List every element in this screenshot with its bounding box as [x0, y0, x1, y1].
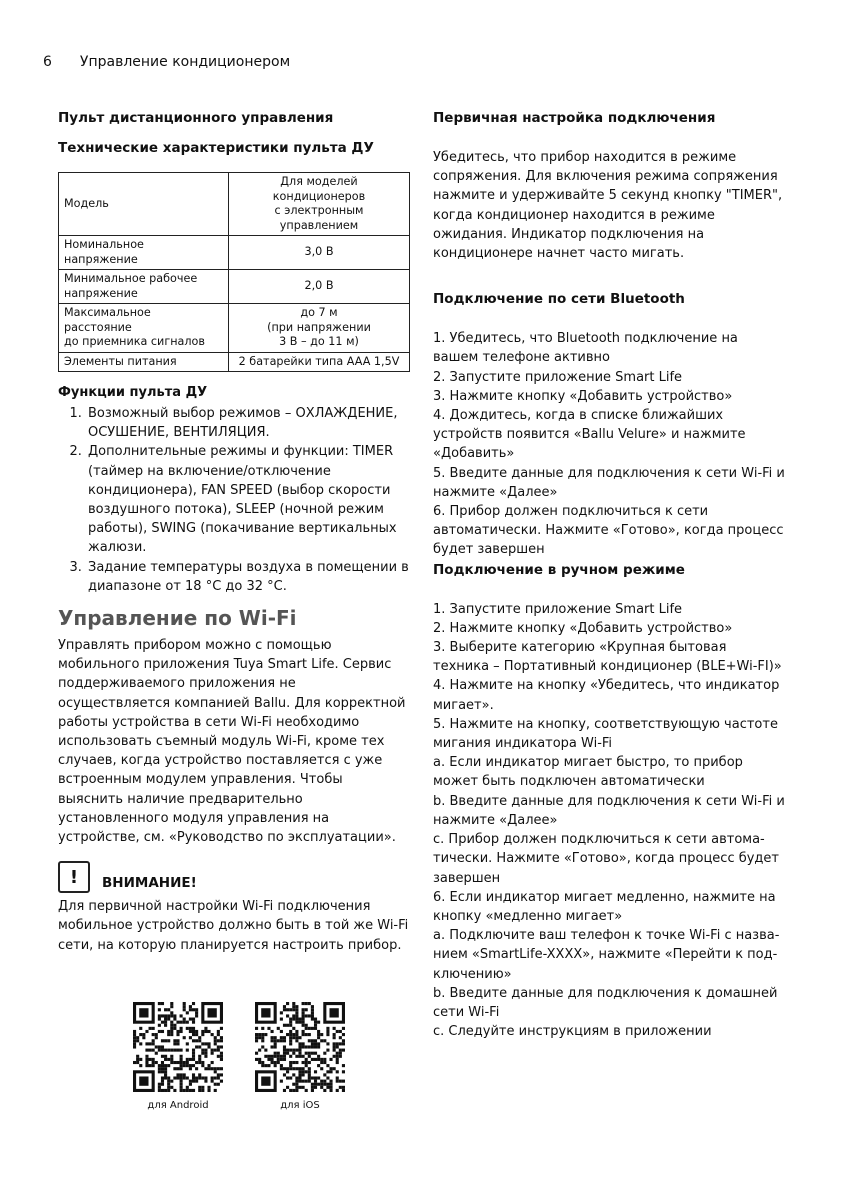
function-item: 1. Возможный выбор режимов – ОХЛАЖДЕНИЕ, ОСУШЕНИЕ, ВЕНТИЛЯЦИЯ. — [86, 404, 410, 442]
warning-block — [58, 861, 410, 893]
manual-step: 1. Запустите приложение Smart Life — [433, 601, 683, 617]
spec-value: Для моделей кондиционеров с электронным управлением — [229, 173, 410, 236]
spec-value: 2 батарейки типа AAA 1,5V — [229, 352, 410, 372]
bluetooth-step: 5. Введите данные для подключения к сети Wi-Fi и нажмите «Далее» — [433, 465, 785, 500]
manual-step: c. Следуйте инструкциям в приложении — [433, 1024, 712, 1040]
spec-value: до 7 м (при напряжении 3 В – до 11 м) — [229, 304, 410, 353]
warning-text: Для первичной настройки Wi-Fi подключения мобильное устройство должно быть в той же Wi-Fi сети, на которую планируется настроить прибор. — [58, 899, 409, 953]
qr-codes — [133, 1002, 345, 1111]
manual-step: c. Прибор должен подключиться к сети автома-тически. Нажмите «Готово», когда процесс будет завершен — [433, 832, 779, 886]
qr-ios — [255, 1002, 345, 1111]
manual-step: b. Введите данные для подключения к сети Wi-Fi и нажмите «Далее» — [433, 793, 785, 828]
manual-step: 4. Нажмите на кнопку «Убедитесь, что индикатор мигает». — [433, 678, 780, 713]
bluetooth-step: 4. Дождитесь, когда в списке ближайших устройств появится «Ballu Velure» и нажмите «Добавить» — [433, 408, 746, 462]
warning-label: ВНИМАНИЕ! — [102, 875, 197, 892]
bluetooth-steps — [433, 329, 785, 559]
wifi-title: Управление по Wi-Fi — [58, 606, 297, 631]
setup-title: Первичная настройка подключения — [433, 110, 716, 126]
spec-value: 3,0 В — [229, 236, 410, 270]
qr-android — [133, 1002, 223, 1111]
qr-android-caption: для Android — [147, 1100, 209, 1111]
manual-step: 6. Если индикатор мигает медленно, нажмите на кнопку «медленно мигает» — [433, 889, 776, 924]
spec-label: Минимальное рабочее напряжение — [59, 270, 229, 304]
bluetooth-step: 6. Прибор должен подключиться к сети автоматически. Нажмите «Готово», когда процесс будет завершен — [433, 504, 784, 558]
bluetooth-title: Подключение по сети Bluetooth — [433, 291, 685, 308]
spec-row — [59, 270, 410, 304]
section-title: Управление кондиционером — [79, 54, 291, 70]
page-number: 6 — [43, 54, 52, 70]
function-item: 2. Дополнительные режимы и функции: TIMER (таймер на включение/отключение кондиционера), FAN SPEED (выбор скорости воздушного потока), SLEEP (ночной режим работы), SWING (покачивание вертикальных жалюзи. — [86, 442, 410, 557]
spec-row — [59, 236, 410, 270]
spec-row — [59, 304, 410, 353]
manual-step: 3. Выберите категорию «Крупная бытовая техника – Портативный кондиционер (BLE+Wi-FI)» — [433, 640, 782, 675]
spec-label: Максимальное расстояние до приемника сигналов — [59, 304, 229, 353]
left-column — [58, 108, 410, 955]
manual-step: 2. Нажмите кнопку «Добавить устройство» — [433, 620, 733, 636]
manual-step: a. Подключите ваш телефон к точке Wi-Fi с назва-нием «SmartLife-XXXX», нажмите «Перейти к под-ключению» — [433, 928, 780, 982]
setup-text: Убедитесь, что прибор находится в режиме сопряжения. Для включения режима сопряжения нажмите и удерживайте 5 секунд кнопку "TIMER", когда кондиционер находится в режиме ожидания. Индикатор подключения на кондиционере начнет часто мигать. — [433, 150, 783, 262]
warning-icon: ! — [58, 861, 90, 893]
right-column — [433, 108, 785, 1041]
qr-code-android — [133, 1002, 223, 1092]
wifi-text: Управлять прибором можно с помощью мобильного приложения Tuya Smart Life. Сервис поддерживаемого приложения не осуществляется компанией Ballu. Для корректной работы устройства в сети Wi-Fi необходимо использовать съемный модуль Wi-Fi, кроме тех случаев, когда устройство поставляется с уже встроенным модулем управления. Чтобы выяснить наличие предварительно установленного модуля управления на устройстве, см. «Руководство по эксплуатации». — [58, 638, 406, 846]
manual-step: b. Введите данные для подключения к домашней сети Wi-Fi — [433, 985, 778, 1020]
spec-row — [59, 173, 410, 236]
bluetooth-step: 3. Нажмите кнопку «Добавить устройство» — [433, 388, 733, 404]
spec-label: Модель — [59, 173, 229, 236]
spec-row — [59, 352, 410, 372]
functions-list — [58, 404, 410, 596]
manual-step: 5. Нажмите на кнопку, соответствующую частоте мигания индикатора Wi-Fi — [433, 716, 778, 752]
qr-ios-caption: для iOS — [280, 1100, 320, 1111]
manual-title: Подключение в ручном режиме — [433, 561, 685, 578]
page-header — [43, 54, 290, 70]
spec-value: 2,0 В — [229, 270, 410, 304]
qr-code-ios — [255, 1002, 345, 1092]
spec-label: Элементы питания — [59, 352, 229, 372]
function-item: 3. Задание температуры воздуха в помещении в диапазоне от 18 °C до 32 °C. — [86, 558, 410, 596]
bluetooth-step: 1. Убедитесь, что Bluetooth подключение на вашем телефоне активно — [433, 331, 738, 366]
manual-steps — [433, 600, 785, 1042]
functions-title: Функции пульта ДУ — [58, 385, 208, 400]
spec-label: Номинальное напряжение — [59, 236, 229, 270]
remote-title: Пульт дистанционного управления — [58, 110, 334, 126]
bluetooth-step: 2. Запустите приложение Smart Life — [433, 369, 683, 385]
manual-step: a. Если индикатор мигает быстро, то прибор может быть подключен автоматически — [433, 755, 743, 790]
remote-specs-title: Технические характеристики пульта ДУ — [58, 140, 374, 156]
specs-table — [58, 172, 410, 372]
